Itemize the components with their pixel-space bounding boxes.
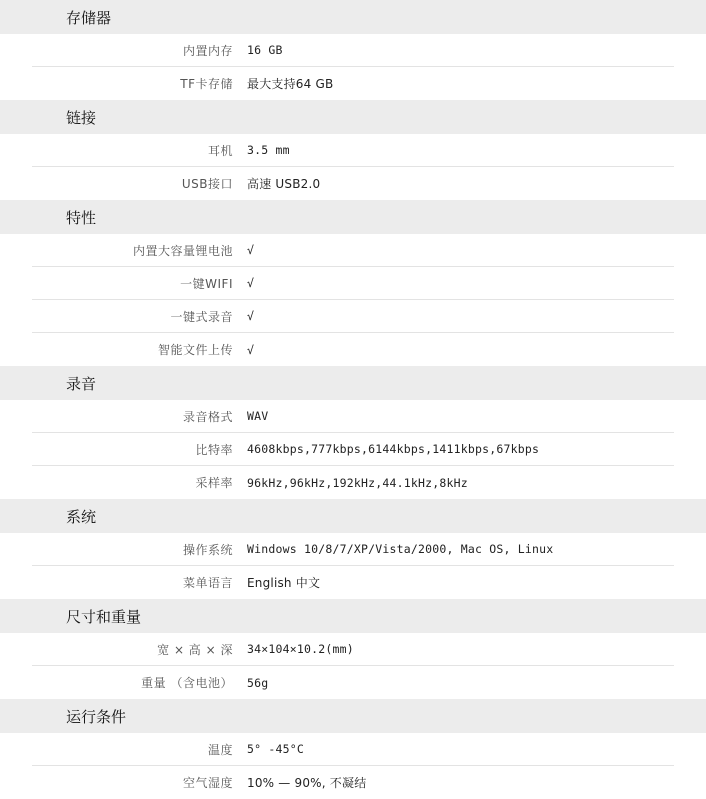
spec-label: 录音格式 — [182, 409, 233, 424]
spec-label: 一键式录音 — [170, 309, 233, 324]
spec-label: 一键WIFI — [180, 276, 233, 291]
spec-row — [32, 566, 674, 599]
section-header: 录音 — [0, 366, 706, 400]
spec-value: 34×104×10.2(mm) — [247, 642, 354, 656]
spec-row — [32, 134, 674, 167]
spec-row — [32, 766, 674, 799]
spec-label: 比特率 — [195, 442, 233, 457]
spec-label: TF卡存储 — [180, 77, 233, 91]
section-header: 链接 — [0, 100, 706, 134]
spec-label: 内置大容量锂电池 — [132, 243, 233, 258]
spec-label: USB接口 — [181, 177, 233, 191]
spec-label: 宽 × 高 × 深 — [157, 642, 233, 657]
section-header: 系统 — [0, 499, 706, 533]
spec-label: 采样率 — [195, 476, 233, 490]
spec-row — [32, 733, 674, 766]
spec-value: WAV — [247, 409, 269, 423]
check-mark-icon: √ — [247, 309, 255, 323]
spec-row — [32, 400, 674, 433]
section-header: 运行条件 — [0, 699, 706, 733]
spec-value: 4608kbps,777kbps,6144kbps,1411kbps,67kbps — [247, 442, 540, 456]
check-mark-icon: √ — [247, 276, 255, 290]
spec-value: Windows 10/8/7/XP/Vista/2000, Mac OS, Linux — [247, 542, 554, 556]
spec-row — [32, 466, 674, 499]
spec-label: 智能文件上传 — [157, 343, 233, 357]
spec-value: 高速 USB2.0 — [247, 177, 321, 191]
spec-value: 10% — 90%, 不凝结 — [247, 776, 367, 790]
spec-value: 最大支持64 GB — [247, 77, 334, 91]
section-header: 尺寸和重量 — [0, 599, 706, 633]
spec-row — [32, 333, 674, 366]
spec-row — [32, 300, 674, 333]
spec-value: 5° -45°C — [247, 742, 304, 756]
section-header: 存储器 — [0, 0, 706, 34]
spec-row — [32, 67, 674, 100]
spec-label: 菜单语言 — [182, 576, 233, 590]
spec-row — [32, 34, 674, 67]
check-mark-icon: √ — [247, 243, 255, 257]
spec-row — [32, 666, 674, 699]
section-header: 特性 — [0, 200, 706, 234]
spec-row — [32, 267, 674, 300]
spec-row — [32, 234, 674, 267]
spec-row — [32, 533, 674, 566]
spec-label: 操作系统 — [182, 542, 233, 557]
spec-row — [32, 433, 674, 466]
spec-label: 重量 （含电池） — [141, 676, 233, 690]
spec-value: 96kHz,96kHz,192kHz,44.1kHz,8kHz — [247, 475, 468, 490]
spec-label: 温度 — [207, 742, 233, 757]
spec-value: English 中文 — [247, 576, 321, 590]
spec-value: 3.5 mm — [247, 143, 290, 157]
spec-label: 空气湿度 — [182, 776, 233, 790]
spec-label: 耳机 — [207, 143, 233, 158]
spec-row — [32, 633, 674, 666]
check-mark-icon: √ — [247, 342, 255, 357]
spec-label: 内置内存 — [182, 43, 233, 58]
spec-value: 16 GB — [247, 43, 283, 57]
spec-row — [32, 167, 674, 200]
spec-value: 56g — [247, 675, 269, 690]
